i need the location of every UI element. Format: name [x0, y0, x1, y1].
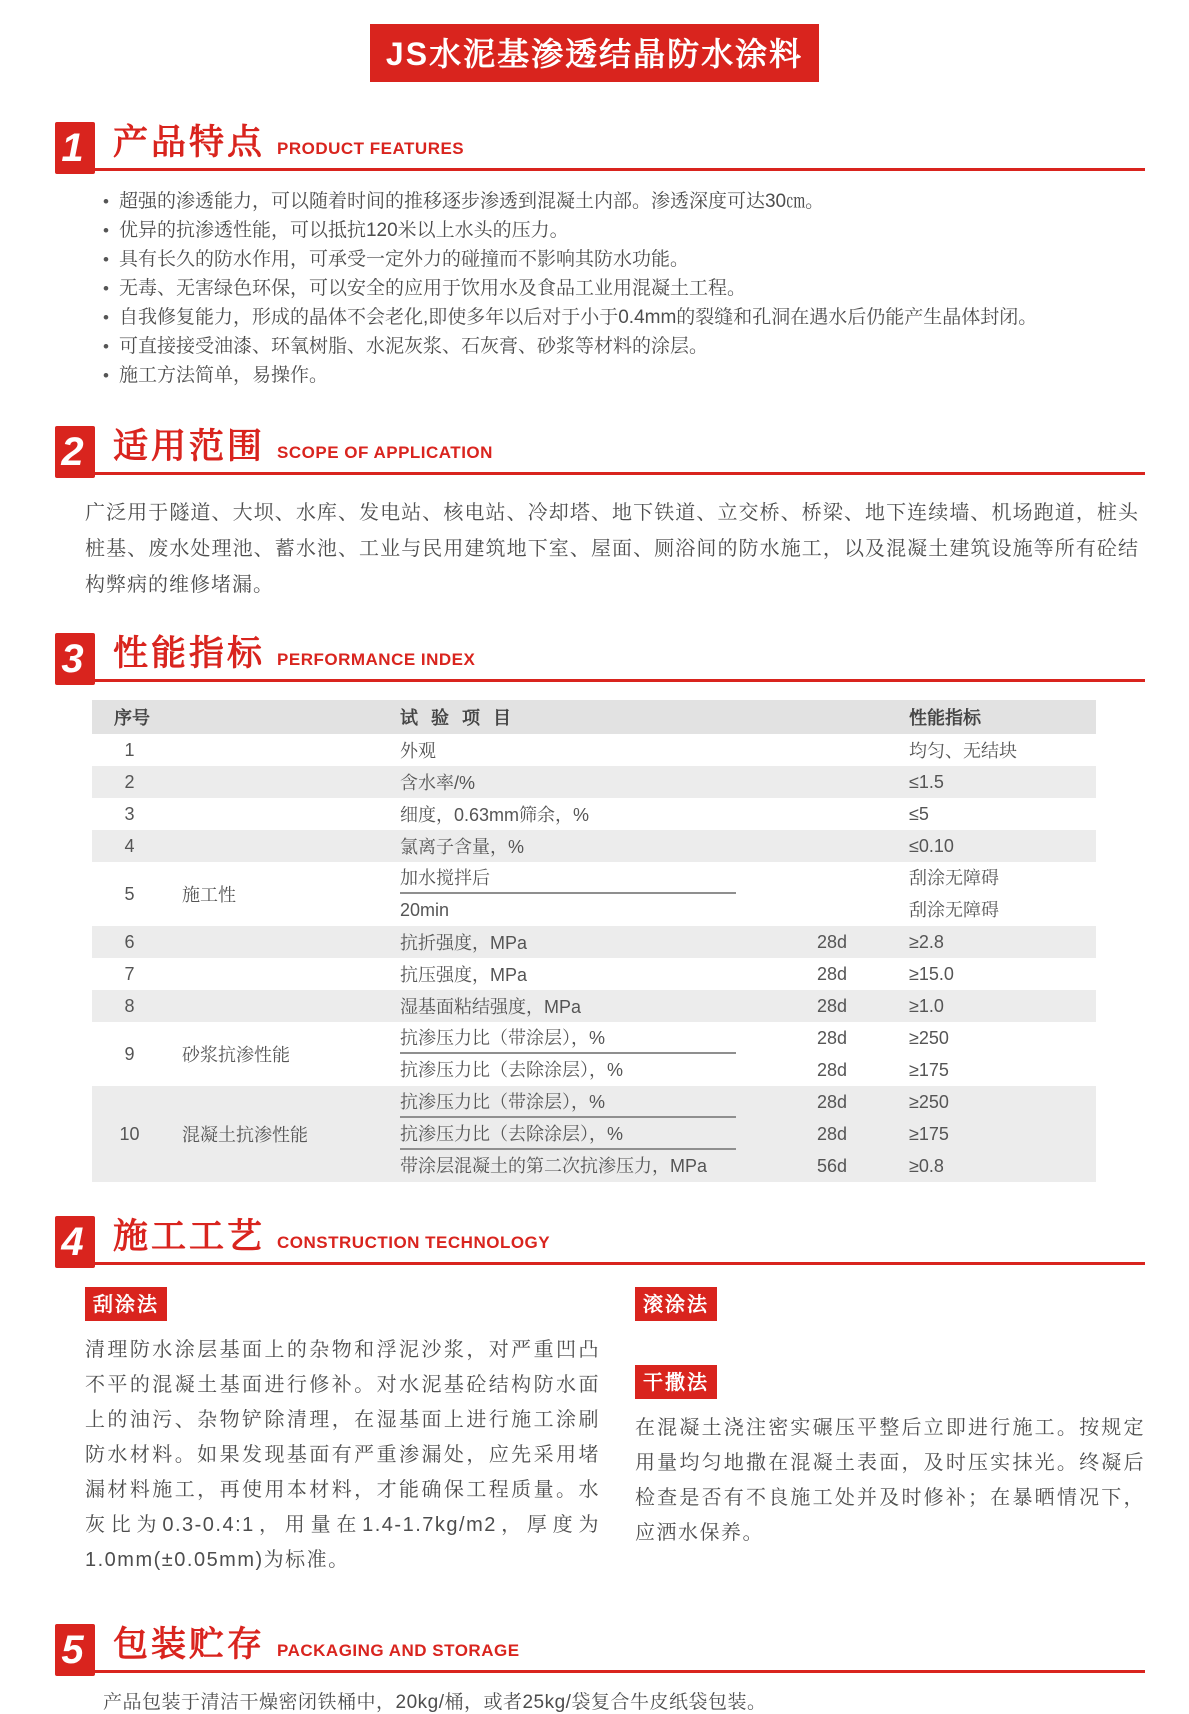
- section-packaging: [0, 1624, 1189, 1714]
- scope-paragraph: 广泛用于隧道、大坝、水库、发电站、核电站、冷却塔、地下铁道、立交桥、桥梁、地下连续墙、机场跑道，桩头桩基、废水处理池、蓄水池、工业与民用建筑地下室、屋面、厕浴间的防水施工，以及混凝土建筑设施等所有砼结构弊病的维修堵漏。: [85, 502, 1139, 596]
- stacked-items: [400, 1086, 807, 1182]
- cell-no: 4: [124, 835, 135, 856]
- stacked-values: [909, 862, 1096, 926]
- section-title: 产品特点: [113, 123, 266, 162]
- section-subtitle: PACKAGING AND STORAGE: [277, 1641, 520, 1660]
- cell-age: [807, 862, 897, 926]
- packaging-paragraph: 产品包装于清洁干燥密闭铁桶中，20kg/桶，或者25kg/袋复合牛皮纸袋包装。: [103, 1692, 767, 1713]
- cell-age: [807, 1022, 897, 1086]
- cell-index: ≥2.8: [909, 931, 944, 952]
- cell-no: 8: [124, 995, 135, 1016]
- cell-age: 28d: [817, 931, 848, 952]
- cell-item: 细度，0.63mm筛余，%: [400, 805, 590, 825]
- section-subtitle: CONSTRUCTION TECHNOLOGY: [277, 1233, 551, 1252]
- performance-table: [92, 700, 1096, 1182]
- cell-index: [897, 862, 1096, 926]
- cell-index-sub: ≥250: [909, 1028, 949, 1048]
- cell-item-sub: 带涂层混凝土的第二次抗渗压力，MPa: [400, 1156, 708, 1176]
- column-header-item: 试 验 项 目: [392, 700, 897, 734]
- table-row: [92, 1022, 1096, 1086]
- cell-index-sub: ≥0.8: [909, 1156, 944, 1176]
- cell-age-sub: 56d: [817, 1156, 848, 1176]
- cell-item: 外观: [400, 741, 436, 761]
- cell-item: [392, 1022, 807, 1086]
- cell-index: ≥15.0: [909, 963, 954, 984]
- table-row: [92, 926, 1096, 958]
- section-subtitle: SCOPE OF APPLICATION: [277, 443, 493, 462]
- cell-age-sub: 28d: [817, 1092, 848, 1112]
- table-row: [92, 734, 1096, 766]
- method-badge: 滚涂法: [635, 1287, 717, 1321]
- cell-age: 28d: [817, 995, 848, 1016]
- section-header: [55, 1624, 1145, 1673]
- cell-index-sub: ≥175: [909, 1124, 949, 1144]
- list-item: • 无毒、无害绿色环保，可以安全的应用于饮用水及食品工业用混凝土工程。: [103, 274, 1129, 303]
- section-header: [55, 122, 1145, 171]
- cell-index-sub: ≥250: [909, 1092, 949, 1112]
- cell-age-sub: 28d: [817, 1028, 848, 1048]
- list-item: • 可直接接受油漆、环氧树脂、水泥灰浆、石灰膏、砂浆等材料的涂层。: [103, 332, 1129, 361]
- column-header-index: 性能指标: [897, 700, 1096, 734]
- list-item: • 自我修复能力，形成的晶体不会老化,即使多年以后对于小于0.4mm的裂缝和孔洞在遇水后仍能产生晶体封闭。: [103, 303, 1129, 332]
- list-item: • 具有长久的防水作用，可承受一定外力的碰撞而不影响其防水功能。: [103, 245, 1129, 274]
- scrape-method-column: [85, 1287, 600, 1578]
- spacer: [635, 1321, 1145, 1365]
- cell-no: 6: [124, 931, 135, 952]
- cell-index: [897, 1086, 1096, 1182]
- section-number-badge: 3: [55, 633, 95, 685]
- cell-item-sub: 加水搅拌后: [400, 862, 736, 894]
- cell-index: [897, 1022, 1096, 1086]
- cell-no: 1: [124, 739, 135, 760]
- cell-index-sub: ≥175: [909, 1060, 949, 1080]
- cell-age-sub: 28d: [817, 1060, 848, 1080]
- stacked-ages: [817, 1086, 897, 1182]
- section-subtitle: PERFORMANCE INDEX: [277, 650, 476, 669]
- list-item: • 施工方法简单，易操作。: [103, 361, 1129, 390]
- cell-category: [167, 734, 392, 766]
- cell-age: [807, 1086, 897, 1182]
- cell-item-sub: 20min: [400, 900, 450, 920]
- cell-category: [167, 926, 392, 958]
- section-number-badge: 5: [55, 1624, 95, 1676]
- cell-no: 9: [124, 1043, 135, 1064]
- method-badge: 干撒法: [635, 1365, 717, 1399]
- cell-index: 均匀、无结块: [909, 741, 1018, 761]
- cell-index-sub: 刮涂无障碍: [909, 900, 1000, 920]
- cell-item: 抗折强度，MPa: [400, 933, 528, 953]
- stacked-values: [909, 1022, 1096, 1086]
- section-title: 适用范围: [113, 427, 266, 466]
- cell-age-sub: 28d: [817, 1124, 848, 1144]
- table-row: [92, 990, 1096, 1022]
- stacked-values: [909, 1086, 1096, 1182]
- cell-item: 抗压强度，MPa: [400, 965, 528, 985]
- cell-category: [167, 830, 392, 862]
- page-title: JS水泥基渗透结晶防水涂料: [370, 24, 819, 82]
- cell-item-sub: 抗渗压力比（去除涂层），%: [400, 1060, 624, 1080]
- product-datasheet: [0, 24, 1189, 1713]
- cell-index: ≤1.5: [909, 771, 944, 792]
- method-paragraph: 在混凝土浇注密实碾压平整后立即进行施工。按规定用量均匀地撒在混凝土表面，及时压实抹光。终凝后检查是否有不良施工处并及时修补；在暴晒情况下，应洒水保养。: [634, 1417, 1145, 1544]
- list-item: • 超强的渗透能力，可以随着时间的推移逐步渗透到混凝土内部。渗透深度可达30㎝。: [103, 187, 1129, 216]
- cell-category: [167, 798, 392, 830]
- roll-dry-method-column: [635, 1287, 1145, 1578]
- section-header: [55, 1216, 1145, 1265]
- table-row: [92, 862, 1096, 926]
- cell-item: 湿基面粘结强度，MPa: [400, 997, 582, 1017]
- stacked-items: [400, 1022, 807, 1086]
- cell-item: 含水率/%: [400, 773, 476, 793]
- cell-category: [167, 958, 392, 990]
- cell-category: [167, 990, 392, 1022]
- stacked-items: [400, 862, 807, 926]
- cell-index: ≤0.10: [909, 835, 954, 856]
- table-row: [92, 958, 1096, 990]
- table-header-row: [92, 700, 1096, 734]
- list-item: • 优异的抗渗透性能，可以抵抗120米以上水头的压力。: [103, 216, 1129, 245]
- construction-columns: [85, 1287, 1145, 1578]
- page-header: [0, 24, 1189, 82]
- cell-no: 3: [124, 803, 135, 824]
- method-badge: 刮涂法: [85, 1287, 167, 1321]
- cell-category: 砂浆抗渗性能: [182, 1045, 290, 1065]
- cell-age: 28d: [817, 963, 848, 984]
- section-product-features: [0, 122, 1189, 390]
- table-row: [92, 830, 1096, 862]
- section-title: 包装贮存: [113, 1625, 266, 1664]
- section-subtitle: PRODUCT FEATURES: [277, 139, 465, 158]
- section-number-badge: 2: [55, 426, 95, 478]
- section-number-badge: 1: [55, 122, 95, 174]
- cell-index: ≤5: [909, 803, 929, 824]
- table-row: [92, 766, 1096, 798]
- cell-category: 施工性: [182, 885, 236, 905]
- cell-item-sub: 抗渗压力比（带涂层），%: [400, 1086, 736, 1118]
- cell-item: [392, 1086, 807, 1182]
- cell-category: 混凝土抗渗性能: [182, 1125, 308, 1145]
- section-header: [55, 426, 1145, 475]
- cell-item: [392, 862, 807, 926]
- cell-no: 2: [124, 771, 135, 792]
- section-scope: [0, 426, 1189, 603]
- section-performance-index: [0, 633, 1189, 1182]
- table-row: [92, 1086, 1096, 1182]
- table-row: [92, 798, 1096, 830]
- stacked-ages: [817, 1022, 897, 1086]
- cell-no: 5: [124, 883, 135, 904]
- cell-category: [167, 766, 392, 798]
- cell-item-sub: 抗渗压力比（去除涂层），%: [400, 1118, 736, 1150]
- section-title: 性能指标: [113, 634, 266, 673]
- feature-list: [103, 187, 1129, 390]
- cell-no: 7: [124, 963, 135, 984]
- cell-no: 10: [119, 1123, 140, 1144]
- cell-item-sub: 抗渗压力比（带涂层），%: [400, 1022, 736, 1054]
- method-paragraph: 清理防水涂层基面上的杂物和浮泥沙浆，对严重凹凸不平的混凝土基面进行修补。对水泥基砼结构防水面上的油污、杂物铲除清理，在湿基面上进行施工涂刷防水材料。如果发现基面有严重渗漏处，应先采用堵漏材料施工，再使用本材料，才能确保工程质量。水灰比为0.3-0.4:1，用量在1.4-1.7kg/m2，厚度为1.0mm(±0.05mm)为标准。: [85, 1339, 600, 1571]
- section-construction: [0, 1216, 1189, 1578]
- section-number-badge: 4: [55, 1216, 95, 1268]
- section-header: [55, 633, 1145, 682]
- column-header-no: 序号: [92, 700, 392, 734]
- cell-index-sub: 刮涂无障碍: [909, 868, 1000, 888]
- cell-index: ≥1.0: [909, 995, 944, 1016]
- section-title: 施工工艺: [113, 1217, 266, 1256]
- cell-item: 氯离子含量，%: [400, 837, 525, 857]
